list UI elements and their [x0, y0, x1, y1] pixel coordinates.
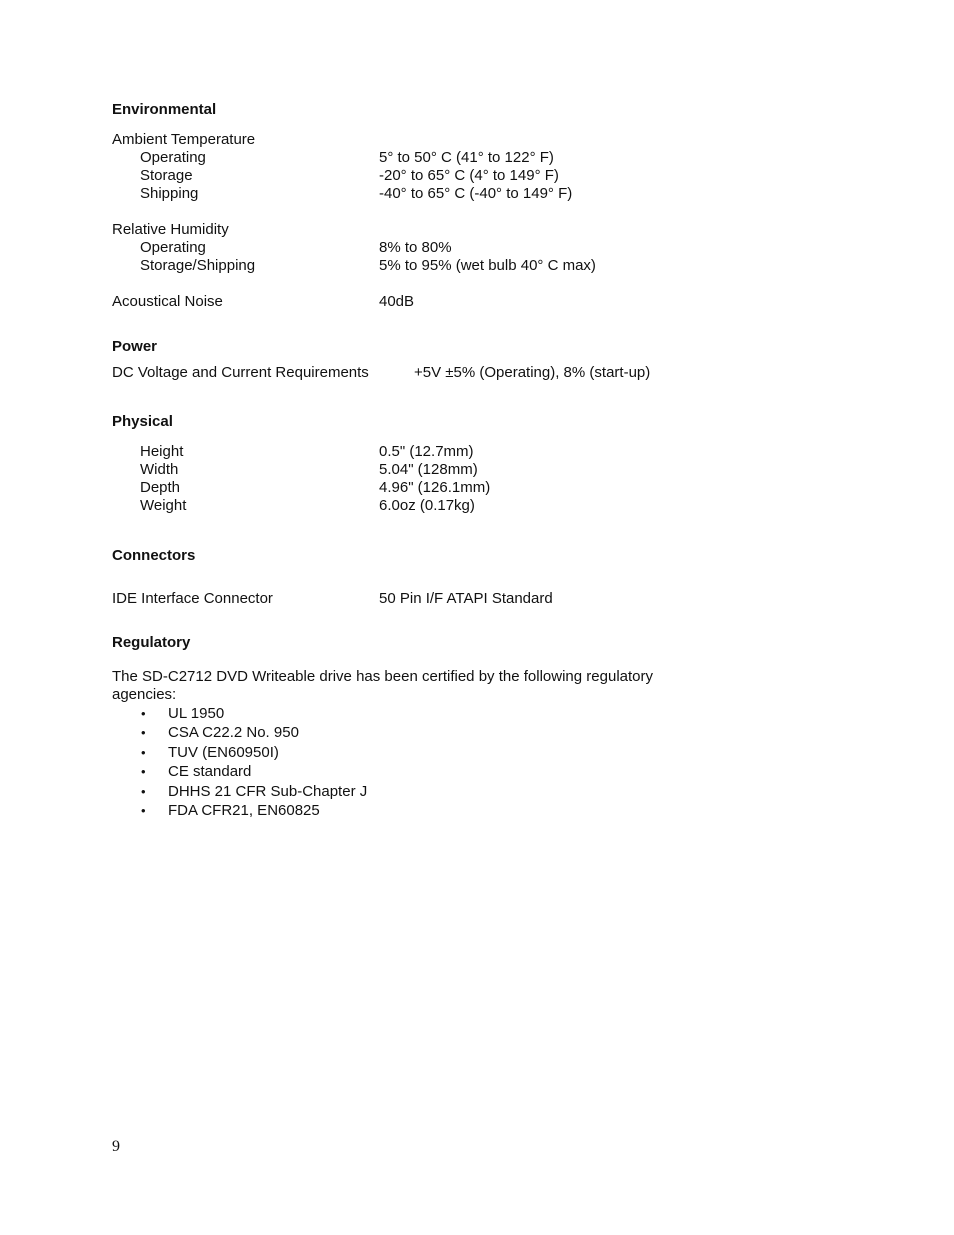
regulatory-intro: The SD-C2712 DVD Writeable drive has been certified by the following regulatory agencies: — [112, 668, 653, 703]
bullet-icon: • — [141, 706, 146, 721]
value-temp-operating: 5° to 50° C (41° to 122° F) — [379, 149, 554, 166]
heading-regulatory: Regulatory — [112, 634, 191, 651]
bullet-icon: • — [141, 802, 146, 818]
label-ide-connector: IDE Interface Connector — [112, 590, 273, 607]
label-width: Width — [140, 461, 179, 478]
heading-power: Power — [112, 338, 158, 355]
bullet-icon: • — [141, 764, 146, 780]
list-item — [140, 801, 367, 820]
list-item-text: FDA CFR21, EN60825 — [168, 801, 320, 819]
label-temp-shipping: Shipping — [140, 185, 199, 202]
label-temp-operating: Operating — [140, 149, 206, 166]
label-dc-voltage: DC Voltage and Current Requirements — [112, 364, 369, 381]
value-depth: 4.96" (126.1mm) — [379, 479, 491, 496]
label-humidity-storage-shipping: Storage/Shipping — [140, 257, 256, 274]
page-number: 9 — [112, 1138, 120, 1155]
list-item-text: DHHS 21 CFR Sub-Chapter J — [168, 782, 368, 800]
list-item-text: CSA C22.2 No. 950 — [168, 724, 299, 742]
list-item — [140, 743, 367, 762]
heading-physical: Physical — [112, 413, 173, 430]
label-humidity-operating: Operating — [140, 239, 206, 256]
value-width: 5.04" (128mm) — [379, 461, 478, 478]
regulatory-agency-list — [140, 704, 367, 820]
label-acoustical-noise: Acoustical Noise — [112, 293, 223, 310]
heading-environmental: Environmental — [112, 101, 217, 118]
list-item-text: CE standard — [168, 763, 252, 781]
value-dc-voltage: +5V ±5% (Operating), 8% (start-up) — [414, 364, 651, 381]
label-relative-humidity: Relative Humidity — [112, 221, 229, 238]
bullet-icon: • — [141, 725, 146, 741]
list-item — [140, 782, 367, 801]
value-height: 0.5" (12.7mm) — [379, 443, 474, 460]
value-temp-shipping: -40° to 65° C (-40° to 149° F) — [379, 185, 573, 202]
value-ide-connector: 50 Pin I/F ATAPI Standard — [379, 590, 553, 607]
value-humidity-storage-shipping: 5% to 95% (wet bulb 40° C max) — [379, 257, 596, 274]
bullet-icon: • — [141, 783, 146, 799]
label-height: Height — [140, 443, 184, 460]
label-ambient-temperature: Ambient Temperature — [112, 131, 256, 148]
value-acoustical-noise: 40dB — [379, 293, 415, 310]
value-temp-storage: -20° to 65° C (4° to 149° F) — [379, 167, 559, 184]
label-temp-storage: Storage — [140, 167, 193, 184]
value-weight: 6.0oz (0.17kg) — [379, 497, 475, 514]
label-depth: Depth — [140, 479, 181, 496]
list-item — [140, 704, 367, 723]
list-item-text: UL 1950 — [168, 705, 225, 722]
heading-connectors: Connectors — [112, 547, 196, 564]
list-item — [140, 723, 367, 742]
list-item-text: TUV (EN60950I) — [168, 743, 279, 761]
value-humidity-operating: 8% to 80% — [379, 239, 452, 256]
list-item — [140, 762, 367, 781]
bullet-icon: • — [141, 744, 146, 760]
label-weight: Weight — [140, 497, 187, 514]
